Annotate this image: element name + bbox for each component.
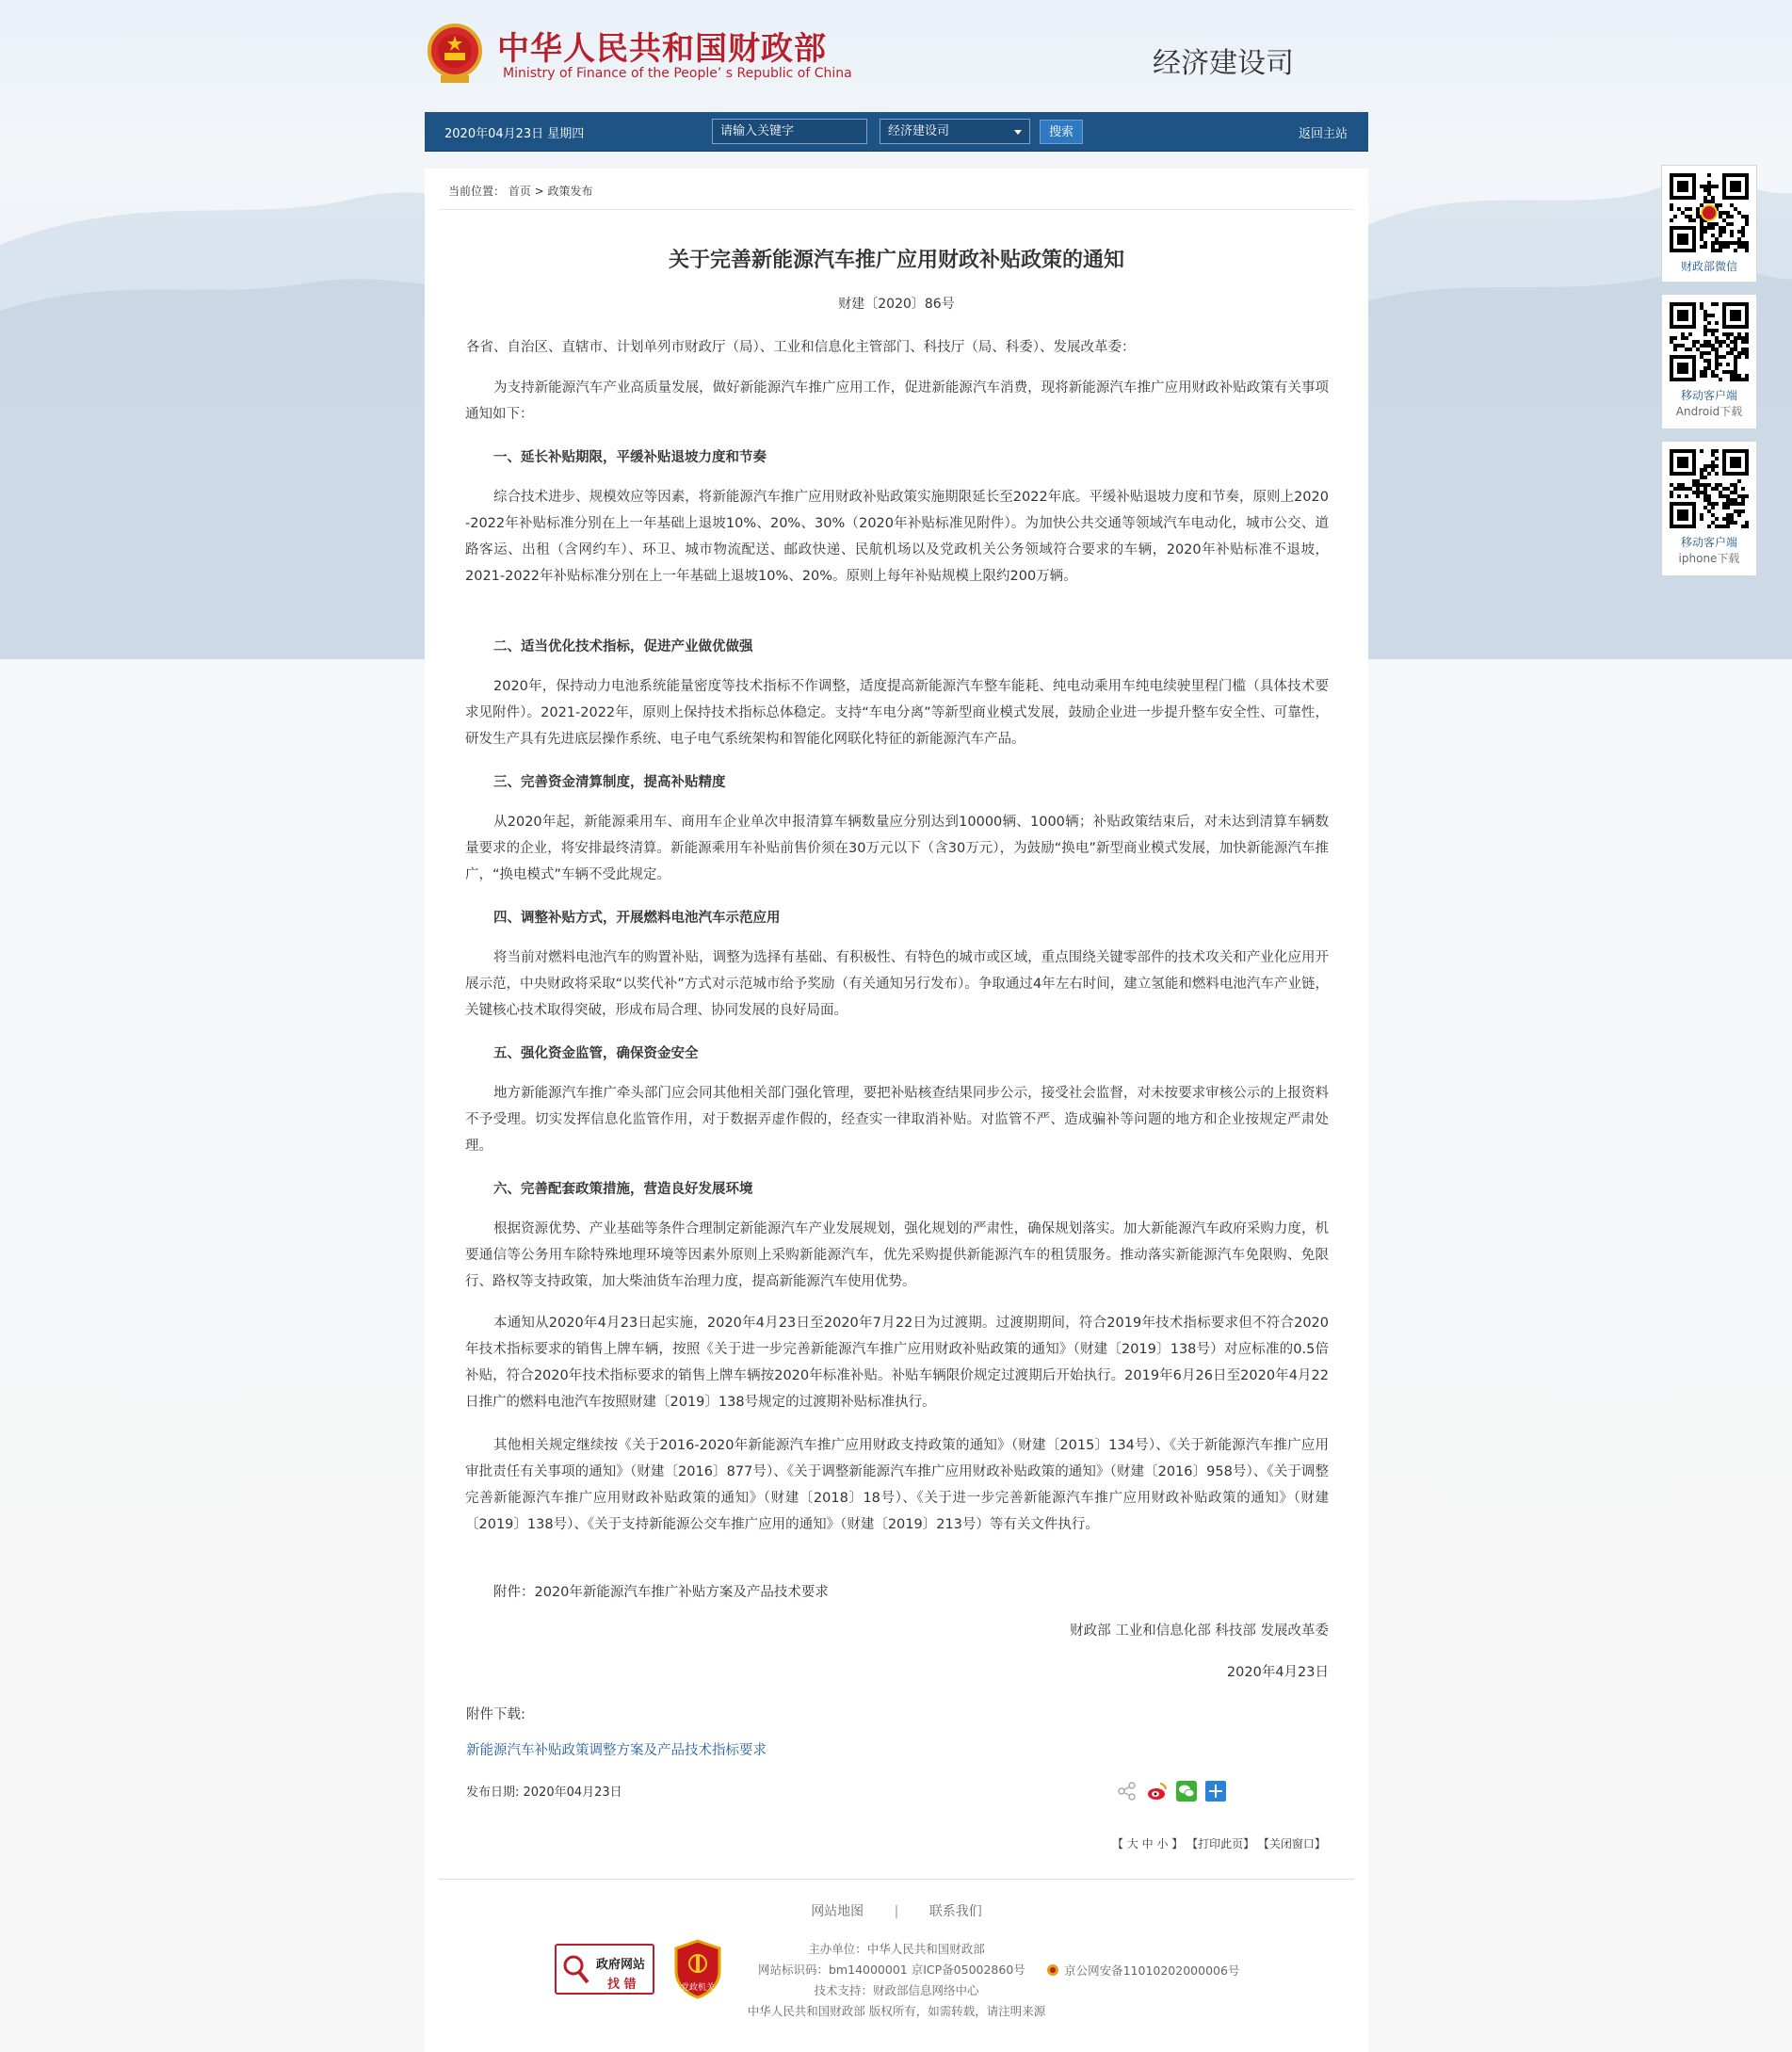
- police-badge-icon: [1046, 1963, 1059, 1977]
- paragraph-6: 根据资源优势、产业基础等条件合理制定新能源汽车产业发展规划，强化规划的严肃性，确保规划落实。加大新能源汽车政府采购力度，机要通信等公务用车除特殊地理环境等因素外原则上采购新能源汽车，优先采购提供新能源汽车的租赁服务。推动落实新能源汽车免限购、免限行、路权等支持政策，加大柴油货车治理力度，提高新能源汽车使用优势。: [465, 1221, 1329, 1289]
- section-title: 经济建设司: [1153, 47, 1294, 80]
- footer-site-id: 网站标识码：bm14000001 京ICP备05002860号: [758, 1963, 1025, 1977]
- publish-date: 发布日期: 2020年04月23日: [466, 1785, 622, 1800]
- party-gov-badge-label: 党政机关: [680, 1983, 715, 1993]
- paragraph-8: 其他相关规定继续按《关于2016-2020年新能源汽车推广应用财政支持政策的通知》（财建〔2015〕134号）、《关于新能源汽车推广应用审批责任有关事项的通知》（财建〔2016〕877号）、《关于调整新能源汽车推广应用财政补贴政策的通知》（财建〔2016〕958号）、《关于调整完善新能源汽车推广应用财政补贴政策的通知》（财建〔2018〕18号）、《关于进一步完善新能源汽车推广应用财政补贴政策的通知》（财建〔2019〕138号）、《关于支持新能源公交车推广应用的通知》（财建〔2019〕213号）等有关文件执行。: [465, 1438, 1329, 1532]
- top-navbar: [425, 112, 1368, 152]
- contact-link[interactable]: 联系我们: [928, 1904, 982, 1919]
- paragraph-5: 地方新能源汽车推广牵头部门应会同其他相关部门强化管理，要把补贴核查结果同步公示，接受社会监督，对未按要求审核公示的上报资料不予受理。切实发挥信息化监管作用，对于数据弄虚作假的，经查实一律取消补贴。对监管不严、造成骗补等问题的地方和企业按规定严肃处理。: [465, 1086, 1329, 1154]
- signatories: 财政部 工业和信息化部 科技部 发展改革委: [1070, 1624, 1329, 1639]
- national-emblem-icon: [428, 21, 482, 87]
- sign-date: 2020年4月23日: [1226, 1665, 1329, 1680]
- footer-host: 主办单位：中华人民共和国财政部: [808, 1942, 985, 1956]
- article-panel: [425, 169, 1368, 2052]
- more-share-icon[interactable]: [1205, 1781, 1226, 1802]
- section-heading-3: 三、完善资金清算制度，提高补贴精度: [493, 775, 726, 790]
- paragraph-4: 将当前对燃料电池汽车的购置补贴，调整为选择有基础、有积极性、有特色的城市或区域，重点围绕关键零部件的技术攻关和产业化应用开展示范，中央财政将采取“以奖代补”方式对示范城市给予奖励（有关通知另行发布）。争取通过4年左右时间，建立氢能和燃料电池汽车产业链，关键核心技术取得突破，形成布局合理、协同发展的良好局面。: [465, 950, 1329, 1018]
- attachment-download-link[interactable]: 新能源汽车补贴政策调整方案及产品技术指标要求: [466, 1743, 767, 1758]
- footer-copyright: 中华人民共和国财政部 版权所有，如需转载，请注明来源: [747, 2004, 1046, 2018]
- paragraph-7: 本通知从2020年4月23日起实施，2020年4月23日至2020年7月22日为过渡期。过渡期期间，符合2019年技术指标要求但不符合2020年技术指标要求的销售上牌车辆，按照《关于进一步完善新能源汽车推广应用财政补贴政策的通知》（财建〔2019〕138号）对应标准的0.5倍补贴，符合2020年技术指标要求的销售上牌车辆按2020年标准补贴。补贴车辆限价规定过渡期后开始执行。2019年6月26日至2020年4月22日推广的燃料电池汽车按照财建〔2019〕138号规定的过渡期补贴标准执行。: [465, 1316, 1329, 1410]
- section-heading-5: 五、强化资金监管，确保资金安全: [493, 1046, 699, 1061]
- section-heading-4: 四、调整补贴方式，开展燃料电池汽车示范应用: [493, 911, 781, 926]
- qr-code-icon: [1668, 300, 1751, 385]
- attachment-line: 附件：2020年新能源汽车推广补贴方案及产品技术要求: [493, 1585, 829, 1600]
- footer-tech-support: 技术支持：财政部信息网络中心: [814, 1983, 979, 1997]
- qr-code-icon: [1668, 447, 1751, 532]
- page-tools[interactable]: 【 大 中 小 】 【打印此页】 【关闭窗口】: [1112, 1837, 1326, 1850]
- qr-iphone[interactable]: [1661, 441, 1757, 576]
- search-input[interactable]: 请输入关键字: [712, 119, 867, 144]
- wechat-icon[interactable]: [1176, 1781, 1197, 1802]
- intro-paragraph: 为支持新能源汽车产业高质量发展，做好新能源汽车推广应用工作，促进新能源汽车消费，现将新能源汽车推广应用财政补贴政策有关事项通知如下：: [465, 380, 1329, 422]
- footer-separator: |: [894, 1904, 899, 1919]
- paragraph-1: 综合技术进步、规模效应等因素，将新能源汽车推广应用财政补贴政策实施期限延长至2022年底。平缓补贴退坡力度和节奏，原则上2020 -2022年补贴标准分别在上一年基础上退坡10%、20%、30%（2020年补贴标准见附件）。为加快公共交通等领域汽车电动化，城市公交、道路客运、出租（含网约车）、环卫、城市物流配送、邮政快递、民航机场以及党政机关公务领域符合要求的车辆，2020年补贴标准不退坡，2021-2022年补贴标准分别在上一年基础上退坡10%、20%。原则上每年补贴规模上限约200万辆。: [465, 490, 1329, 584]
- footer-divider: [439, 1879, 1354, 1880]
- section-heading-2: 二、适当优化技术指标，促进产业做优做强: [493, 639, 753, 654]
- magnifier-icon: [562, 1953, 590, 1985]
- footer-police-record[interactable]: [1046, 1961, 1239, 1979]
- qr-android[interactable]: [1661, 294, 1757, 429]
- police-record-text: 京公网安备11010202000006号: [1064, 1963, 1240, 1978]
- site-header: [425, 0, 1368, 113]
- weibo-icon[interactable]: [1147, 1781, 1168, 1802]
- qr-label: 移动客户端: [1680, 536, 1737, 549]
- qr-code-icon: [1668, 171, 1751, 256]
- search-scope-value: 经济建设司: [888, 124, 950, 138]
- search-scope-select[interactable]: [880, 119, 1030, 144]
- share-icon[interactable]: [1117, 1781, 1138, 1802]
- qr-label: 移动客户端: [1680, 389, 1737, 402]
- site-name-en: Ministry of Finance of the People’ s Republic of China: [503, 66, 852, 81]
- article-title: 关于完善新能源汽车推广应用财政补贴政策的通知: [668, 249, 1124, 272]
- chevron-down-icon: [1014, 130, 1022, 135]
- qr-sublabel: Android下载: [1675, 405, 1743, 418]
- divider: [439, 209, 1354, 210]
- breadcrumb[interactable]: 当前位置： 首页 > 政策发布: [448, 185, 593, 198]
- footer-links: [425, 1901, 1368, 1920]
- paragraph-3: 从2020年起，新能源乘用车、商用车企业单次申报清算车辆数量应分别达到10000辆、1000辆；补贴政策结束后，对未达到清算车辆数量要求的企业，将安排最终清算。新能源乘用车补贴前售价须在30万元以下（含30万元），为鼓励“换电”新型商业模式发展，加快新能源汽车推广，“换电模式”车辆不受此规定。: [465, 815, 1329, 882]
- search-button[interactable]: 搜索: [1040, 120, 1083, 144]
- document-number: 财建〔2020〕86号: [838, 297, 955, 312]
- qr-sublabel: iphone下载: [1678, 552, 1740, 565]
- gov-site-badge-label: 政府网站: [596, 1958, 646, 1972]
- qr-wechat[interactable]: [1661, 165, 1757, 283]
- paragraph-2: 2020年，保持动力电池系统能量密度等技术指标不作调整，适度提高新能源汽车整车能耗、纯电动乘用车纯电续驶里程门槛（具体技术要求见附件）。2021-2022年，原则上保持技术指标总体稳定。支持“车电分离”等新型商业模式发展，鼓励企业进一步提升整车安全性、可靠性，研发生产具有先进底层操作系统、电子电气系统架构和智能化网联化特征的新能源汽车产品。: [465, 679, 1329, 747]
- addressee: 各省、自治区、直辖市、计划单列市财政厅（局）、工业和信息化主管部门、科技厅（局、科委）、发展改革委：: [466, 340, 1136, 355]
- sitemap-link[interactable]: 网站地图: [811, 1904, 864, 1919]
- download-label: 附件下载:: [466, 1707, 525, 1722]
- site-name-cn: 中华人民共和国财政部: [497, 30, 827, 68]
- qr-label: 财政部微信: [1680, 260, 1737, 273]
- section-heading-1: 一、延长补贴期限，平缓补贴退坡力度和节奏: [493, 450, 767, 465]
- return-home-link[interactable]: 返回主站: [1298, 127, 1348, 141]
- section-heading-6: 六、完善配套政策措施，营造良好发展环境: [493, 1182, 753, 1197]
- current-date: 2020年04月23日 星期四: [444, 127, 585, 141]
- gov-site-badge-sublabel: 找 错: [607, 1978, 637, 1992]
